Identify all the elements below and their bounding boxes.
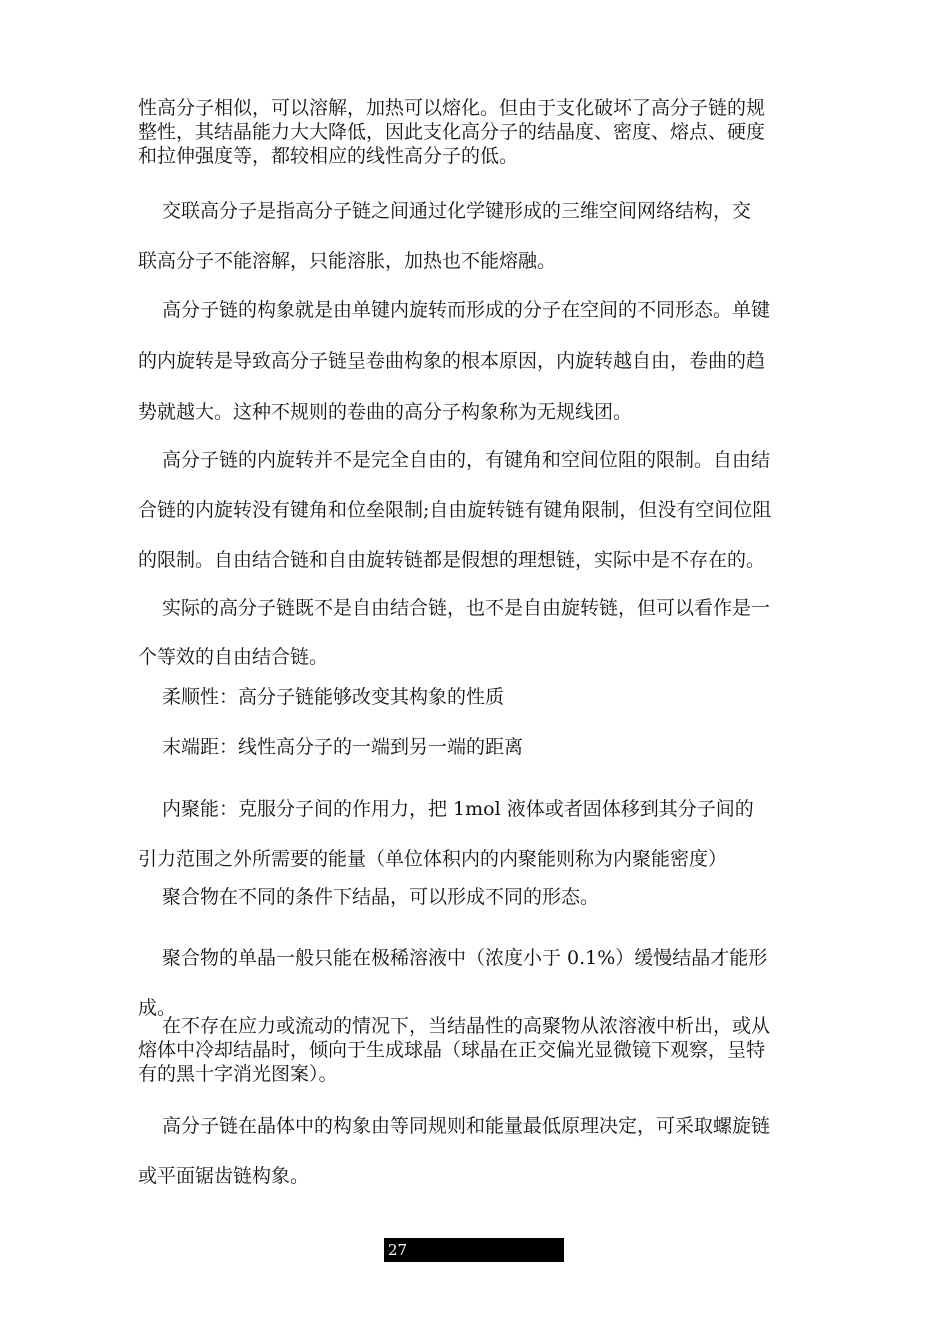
text-line: 高分子链在晶体中的构象由等同规则和能量最低原理决定，可采取螺旋链 [162, 1115, 771, 1137]
paragraph-crosslinked-polymer [138, 186, 822, 286]
text-line: 引力范围之外所需要的能量（单位体积内的内聚能则称为内聚能密度） [138, 848, 728, 870]
text-line: 聚合物在不同的条件下结晶，可以形成不同的形态。 [162, 886, 600, 908]
text-line: 和拉伸强度等，都较相应的线性高分子的低。 [138, 145, 519, 167]
text-line: 交联高分子是指高分子链之间通过化学键形成的三维空间网络结构，交 [162, 200, 752, 222]
text-line: 或平面锯齿链构象。 [138, 1165, 310, 1187]
text-line: 的限制。自由结合链和自由旋转链都是假想的理想链，实际中是不存在的。 [138, 549, 766, 571]
text-line: 高分子链的构象就是由单键内旋转而形成的分子在空间的不同形态。单键 [162, 299, 771, 321]
text-line: 成。 [138, 997, 177, 1019]
text-line: 末端距：线性高分子的一端到另一端的距离 [162, 736, 524, 758]
paragraph-flexibility [138, 684, 822, 710]
text-line: 联高分子不能溶解，只能溶胀，加热也不能熔融。 [138, 250, 557, 272]
text-line: 熔体中冷却结晶时，倾向于生成球晶（球晶在正交偏光显微镜下观察，呈特 [138, 1039, 766, 1061]
paragraph-end-to-end-distance [138, 734, 822, 760]
text-line: 聚合物的单晶一般只能在极稀溶液中（浓度小于 0.1%）缓慢结晶才能形 [162, 947, 768, 969]
text-line: 个等效的自由结合链。 [138, 646, 329, 668]
text-line: 内聚能：克服分子间的作用力，把 1mol 液体或者固体移到其分子间的 [162, 798, 754, 820]
text-line: 整性，其结晶能力大大降低，因此支化高分子的结晶度、密度、熔点、硬度 [138, 121, 766, 143]
paragraph-internal-rotation [138, 435, 822, 585]
paragraph-crystallization-morphology [138, 884, 822, 910]
text-line: 有的黑十字消光图案）。 [138, 1063, 338, 1085]
text-line: 性高分子相似，可以溶解，加热可以熔化。但由于支化破坏了高分子链的规 [138, 97, 766, 119]
text-line: 柔顺性：高分子链能够改变其构象的性质 [162, 686, 505, 708]
text-line: 在不存在应力或流动的情况下，当结晶性的高聚物从浓溶液中析出，或从 [162, 1015, 771, 1037]
paragraph-real-chain [138, 584, 822, 682]
text-line: 势就越大。这种不规则的卷曲的高分子构象称为无规线团。 [138, 401, 633, 423]
paragraph-chain-conformation [138, 285, 822, 438]
paragraph-crystal-conformation [138, 1101, 822, 1201]
text-line: 的内旋转是导致高分子链呈卷曲构象的根本原因，内旋转越自由，卷曲的趋 [138, 350, 766, 372]
text-line: 高分子链的内旋转并不是完全自由的，有键角和空间位阻的限制。自由结 [162, 449, 771, 471]
paragraph-spherulite [138, 1014, 822, 1086]
paragraph-branched-polymer [138, 96, 822, 168]
page-number: 27 [384, 1238, 564, 1262]
text-line: 实际的高分子链既不是自由结合链，也不是自由旋转链，但可以看作是一 [162, 597, 771, 619]
text-line: 合链的内旋转没有键角和位垒限制;自由旋转链有键角限制，但没有空间位阻 [138, 499, 772, 521]
paragraph-cohesive-energy [138, 784, 822, 884]
